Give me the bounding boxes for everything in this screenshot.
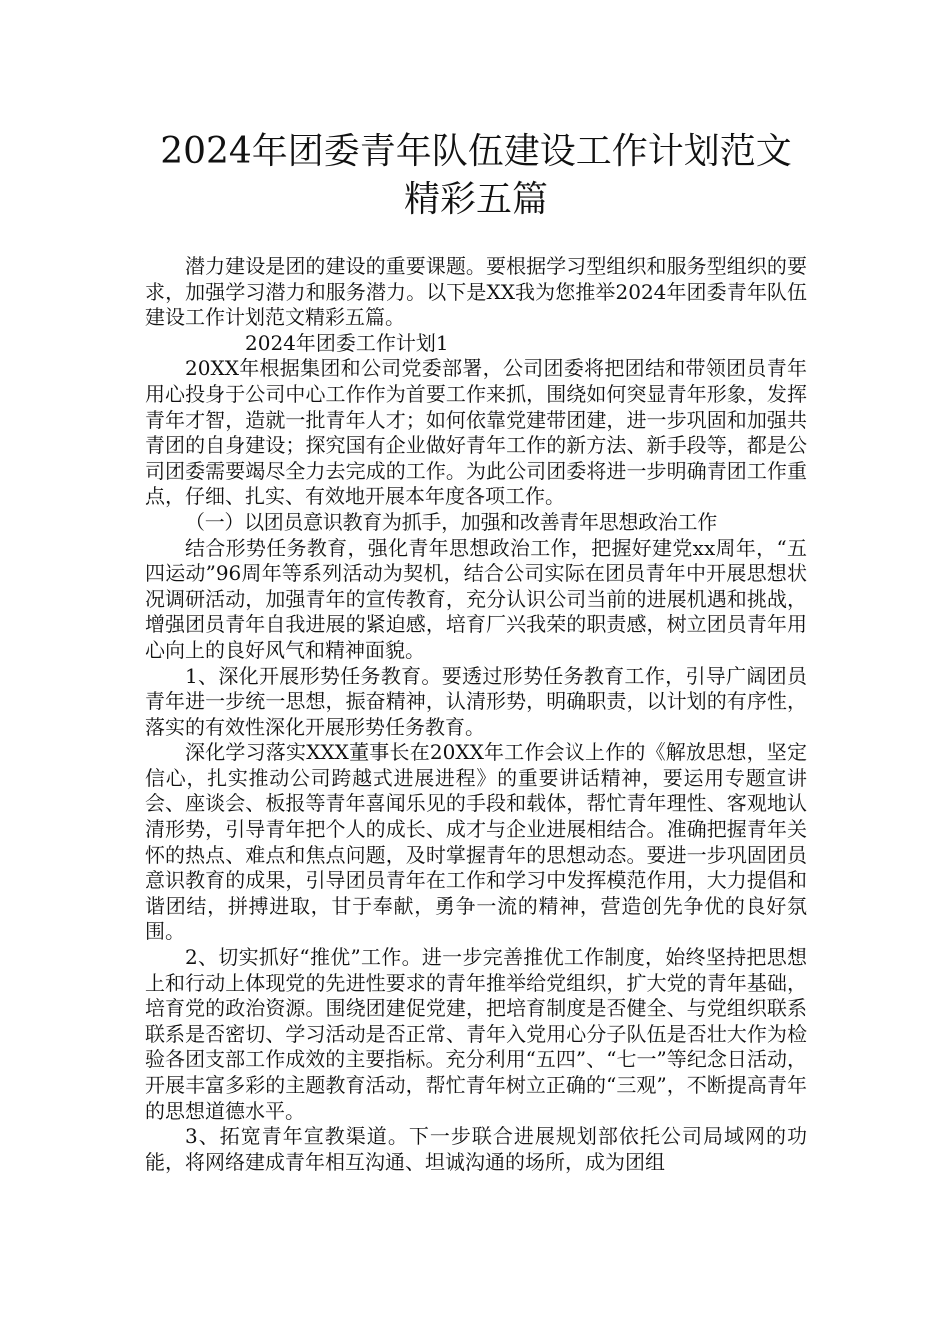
section-heading: （一）以团员意识教育为抓手，加强和改善青年思想政治工作 bbox=[185, 509, 717, 534]
body-paragraph: 深化学习落实XXX董事长在20XX年工作会议上作的《解放思想，坚定信心，扎实推动公司跨越式进展进程》的重要讲话精神，要运用专题宣讲会、座谈会、板报等青年喜闻乐见的手段和载体，帮忙青年理性、客观地认清形势，引导青年把个人的成长、成才与企业进展相结合。准确把握青年关怀的热点、难点和焦点问题，及时掌握青年的思想动态。要进一步巩固团员意识教育的成果，引导团员青年在工作和学习中发挥模范作用，大力提倡和谐团结，拼搏进取，甘于奉献，勇争一流的精神，营造创先争优的良好氛围。 bbox=[145, 740, 807, 944]
intro-paragraph: 潜力建设是团的建设的重要课题。要根据学习型组织和服务型组织的要求，加强学习潜力和服务潜力。以下是XX我为您推举2024年团委青年队伍建设工作计划范文精彩五篇。 bbox=[145, 254, 807, 330]
document-title: 2024年团委青年队伍建设工作计划范文精彩五篇 bbox=[160, 131, 792, 220]
body-paragraph: 1、深化开展形势任务教育。要透过形势任务教育工作，引导广阔团员青年进一步统一思想，振奋精神，认清形势，明确职责，以计划的有序性，落实的有效性深化开展形势任务教育。 bbox=[145, 663, 807, 739]
document-page bbox=[145, 128, 807, 1175]
body-paragraph: 3、拓宽青年宣教渠道。下一步联合进展规划部依托公司局域网的功能，将网络建成青年相互沟通、坦诚沟通的场所，成为团组 bbox=[145, 1124, 807, 1174]
plan-subtitle: 2024年团委工作计划1 bbox=[245, 330, 449, 355]
body-paragraph: 2、切实抓好“推优”工作。进一步完善推优工作制度，始终坚持把思想上和行动上体现党的先进性要求的青年推举给党组织，扩大党的青年基础，培育党的政治资源。围绕团建促党建，把培育制度是否健全、与党组织联系联系是否密切、学习活动是否正常、青年入党用心分子队伍是否壮大作为检验各团支部工作成效的主要指标。充分利用“五四”、“七一”等纪念日活动，开展丰富多彩的主题教育活动，帮忙青年树立正确的“三观”，不断提高青年的思想道德水平。 bbox=[145, 945, 807, 1123]
body-paragraph: 结合形势任务教育，强化青年思想政治工作，把握好建党xx周年，“五四运动”96周年等系列活动为契机，结合公司实际在团员青年中开展思想状况调研活动，加强青年的宣传教育，充分认识公司当前的进展机遇和挑战，增强团员青年自我进展的紧迫感，培育厂兴我荣的职责感，树立团员青年用心向上的良好风气和精神面貌。 bbox=[145, 535, 807, 662]
body-paragraph: 20XX年根据集团和公司党委部署，公司团委将把团结和带领团员青年用心投身于公司中心工作作为首要工作来抓，围绕如何突显青年形象，发挥青年才智，造就一批青年人才；如何依靠党建带团建，进一步巩固和加强共青团的自身建设；探究国有企业做好青年工作的新方法、新手段等，都是公司团委需要竭尽全力去完成的工作。为此公司团委将进一步明确青团工作重点，仔细、扎实、有效地开展本年度各项工作。 bbox=[145, 356, 807, 509]
